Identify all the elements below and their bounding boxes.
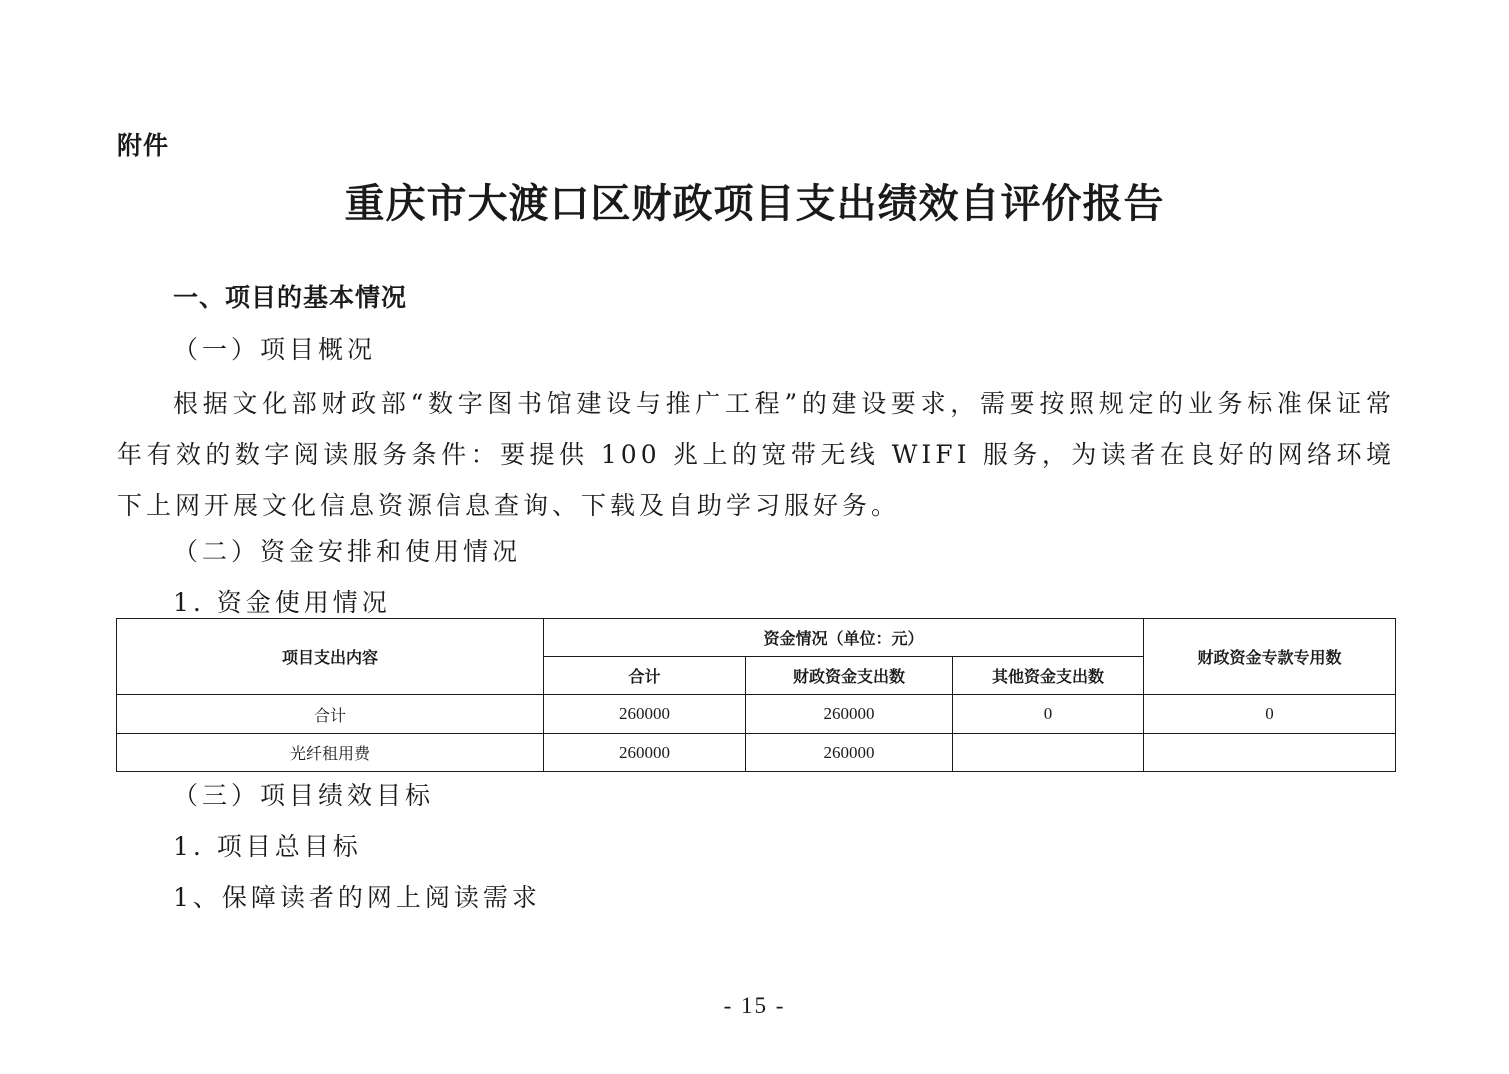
funds-usage-label: 1. 资金使用情况: [173, 588, 391, 617]
subsection-heading-overview: （一）项目概况: [173, 335, 377, 364]
header-funding-group: 资金情况（单位：元）: [544, 619, 1144, 657]
subsection-heading-goals: （三）项目绩效目标: [173, 781, 435, 810]
overview-paragraph: 根据文化部财政部“数字图书馆建设与推广工程”的建设要求，需要按照规定的业务标准保证常年有效的数字阅读服务条件：要提供 100 兆上的宽带无线 WIFI 服务，为读者在良好的网络环境下上网开展文化信息资源信息查询、下载及自助学习服好务。: [117, 389, 1395, 520]
header-other-spend: 其他资金支出数: [953, 657, 1144, 695]
table-row: [117, 695, 1396, 734]
cell-item: 光纤租用费: [117, 734, 544, 772]
cell-other: 0: [953, 695, 1144, 734]
page-number: - 15 -: [723, 993, 786, 1018]
goal-item: 1、保障读者的网上阅读需求: [173, 883, 541, 912]
attachment-label: 附件: [117, 131, 170, 160]
subsection-heading-funds: （二）资金安排和使用情况: [173, 537, 522, 566]
cell-special: 0: [1144, 695, 1396, 734]
header-special-use: 财政资金专款专用数: [1144, 619, 1396, 695]
overall-goal-label: 1. 项目总目标: [173, 832, 362, 861]
funds-table: [116, 618, 1396, 772]
cell-other: [953, 734, 1144, 772]
header-fiscal-spend: 财政资金支出数: [746, 657, 953, 695]
report-title: 重庆市大渡口区财政项目支出绩效自评价报告: [344, 180, 1165, 227]
cell-fiscal: 260000: [746, 734, 953, 772]
header-total: 合计: [544, 657, 746, 695]
cell-total: 260000: [544, 695, 746, 734]
cell-total: 260000: [544, 734, 746, 772]
cell-special: [1144, 734, 1396, 772]
cell-item: 合计: [117, 695, 544, 734]
section-heading-basic-info: 一、项目的基本情况: [173, 283, 408, 312]
cell-fiscal: 260000: [746, 695, 953, 734]
table-header-row: [117, 619, 1396, 657]
header-content: 项目支出内容: [117, 619, 544, 695]
table-row: [117, 734, 1396, 772]
